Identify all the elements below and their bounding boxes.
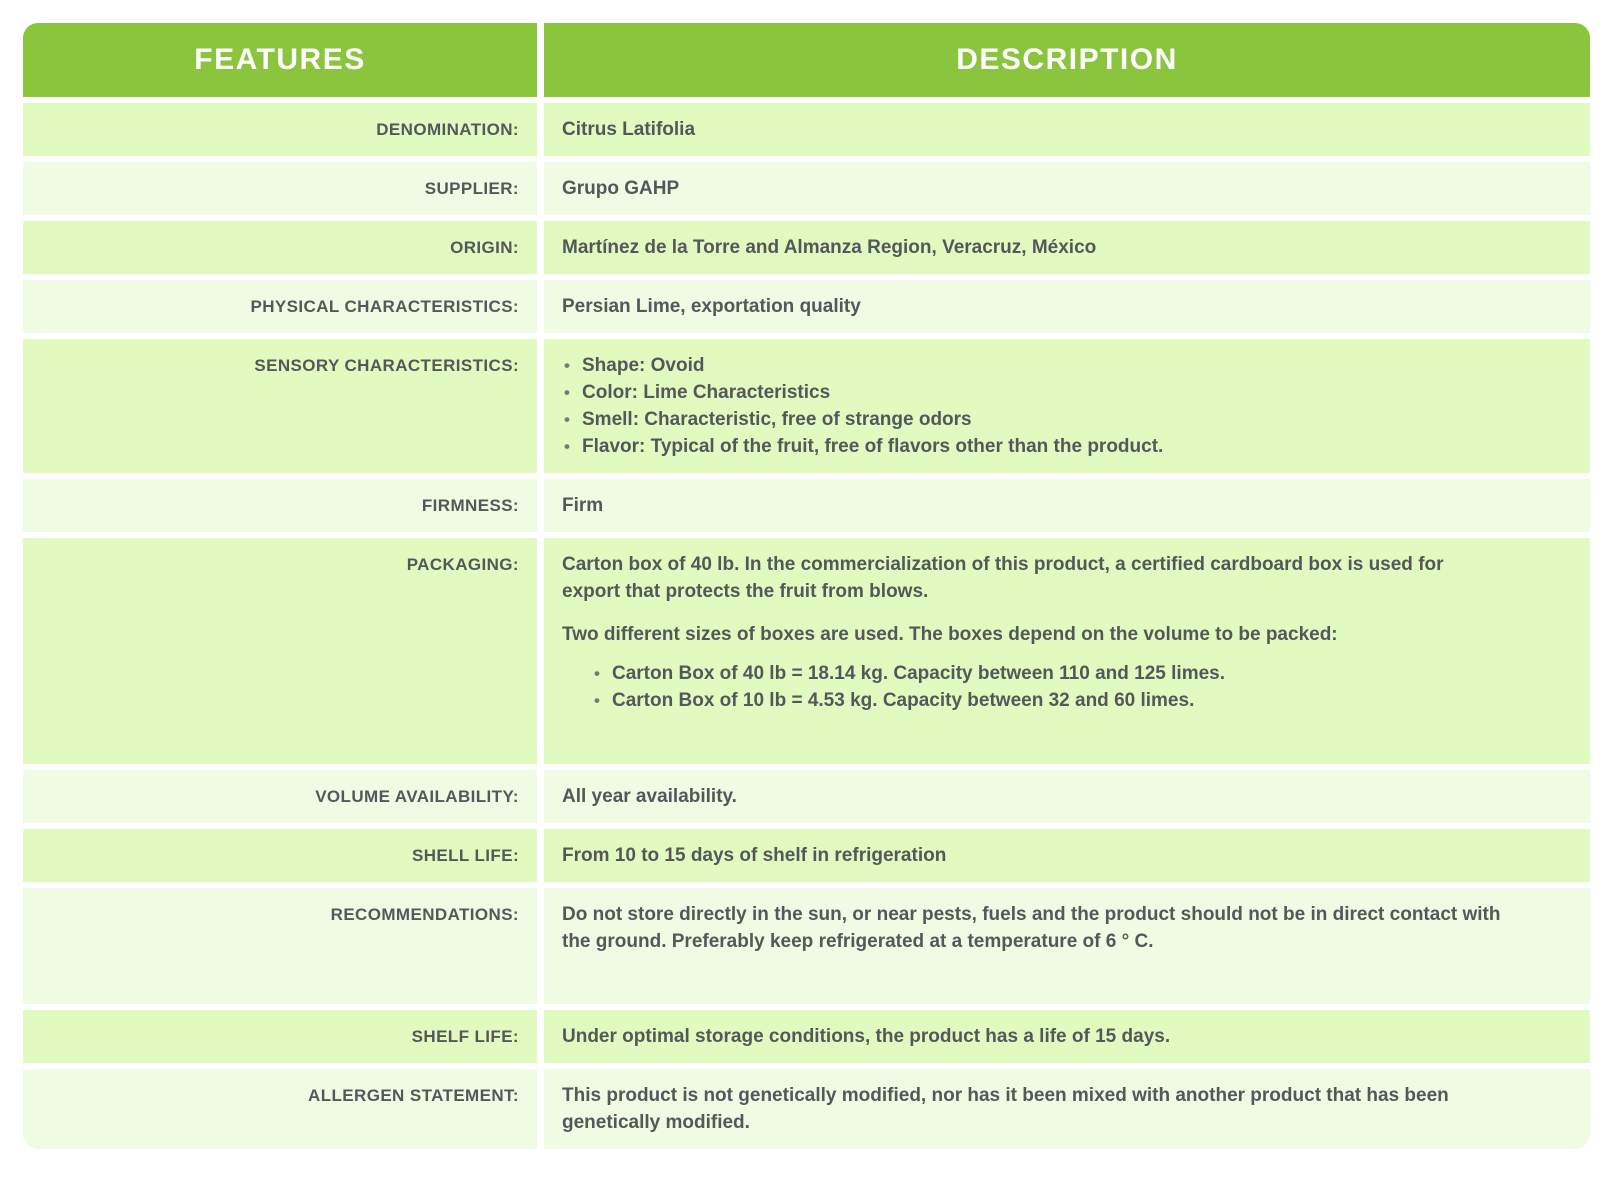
description-text: Under optimal storage conditions, the product has a life of 15 days.: [562, 1026, 1171, 1047]
row-description: [544, 221, 1590, 274]
row-description: [544, 479, 1590, 532]
table-row-firmness: [23, 479, 1590, 532]
description-text: This product is not genetically modified, nor has it been mixed with another product that has been genetically modified.: [562, 1085, 1449, 1133]
row-label: PACKAGING:: [23, 538, 537, 764]
row-label: RECOMMENDATIONS:: [23, 888, 537, 1004]
table-row-shelf-life: [23, 1010, 1590, 1063]
description-text: All year availability.: [562, 786, 737, 807]
bullet-item: • Smell: Characteristic, free of strange odors: [562, 406, 1505, 433]
row-description: [544, 1069, 1590, 1149]
row-description: [544, 339, 1590, 473]
table-row-recommendations: [23, 888, 1590, 1004]
table-row-volume-availability: [23, 770, 1590, 823]
table-row-allergen-statement: [23, 1069, 1590, 1149]
header-row: [23, 23, 1590, 97]
description-paragraph: Two different sizes of boxes are used. The boxes depend on the volume to be packed:: [562, 624, 1338, 645]
bullet-item: • Color: Lime Characteristics: [562, 379, 1505, 406]
row-label: FIRMNESS:: [23, 479, 537, 532]
description-paragraph: Carton box of 40 lb. In the commercialization of this product, a certified cardboard box is used for export that protects the fruit from blows.: [562, 554, 1444, 602]
bullet-item: • Flavor: Typical of the fruit, free of flavors other than the product.: [562, 433, 1505, 460]
description-text: Do not store directly in the sun, or near pests, fuels and the product should not be in direct contact with the ground. Preferably keep refrigerated at a temperature of 6 ° C.: [562, 904, 1501, 952]
bullet-list: [562, 660, 1505, 714]
row-label: SENSORY CHARACTERISTICS:: [23, 339, 537, 473]
description-text: Grupo GAHP: [562, 178, 680, 199]
row-description: [544, 770, 1590, 823]
table-row-denomination: [23, 103, 1590, 156]
row-description: [544, 103, 1590, 156]
product-spec-table: [16, 17, 1597, 1155]
table-row-supplier: [23, 162, 1590, 215]
features-header: FEATURES: [23, 23, 537, 97]
description-header: DESCRIPTION: [544, 23, 1590, 97]
row-label: SHELL LIFE:: [23, 829, 537, 882]
row-description: [544, 829, 1590, 882]
row-label: DENOMINATION:: [23, 103, 537, 156]
row-description: [544, 1010, 1590, 1063]
description-text: Martínez de la Torre and Almanza Region, Veracruz, México: [562, 237, 1097, 258]
table-row-origin: [23, 221, 1590, 274]
table-row-physical-characteristics: [23, 280, 1590, 333]
row-label: PHYSICAL CHARACTERISTICS:: [23, 280, 537, 333]
row-description: [544, 538, 1590, 764]
row-label: SHELF LIFE:: [23, 1010, 537, 1063]
table-row-shell-life: [23, 829, 1590, 882]
bullet-item: • Carton Box of 10 lb = 4.53 kg. Capacity between 32 and 60 limes.: [592, 687, 1505, 714]
bullet-item: • Carton Box of 40 lb = 18.14 kg. Capacity between 110 and 125 limes.: [592, 660, 1505, 687]
row-description: [544, 888, 1590, 1004]
bullet-list: [562, 352, 1505, 460]
description-text: From 10 to 15 days of shelf in refrigeration: [562, 845, 947, 866]
description-text: Persian Lime, exportation quality: [562, 296, 861, 317]
row-label: ALLERGEN STATEMENT:: [23, 1069, 537, 1149]
row-label: VOLUME AVAILABILITY:: [23, 770, 537, 823]
row-description: [544, 280, 1590, 333]
row-label: SUPPLIER:: [23, 162, 537, 215]
table-row-sensory-characteristics: [23, 339, 1590, 473]
description-text: Firm: [562, 495, 604, 516]
row-label: ORIGIN:: [23, 221, 537, 274]
bullet-item: • Shape: Ovoid: [562, 352, 1505, 379]
row-description: [544, 162, 1590, 215]
table-row-packaging: [23, 538, 1590, 764]
description-text: Citrus Latifolia: [562, 119, 696, 140]
